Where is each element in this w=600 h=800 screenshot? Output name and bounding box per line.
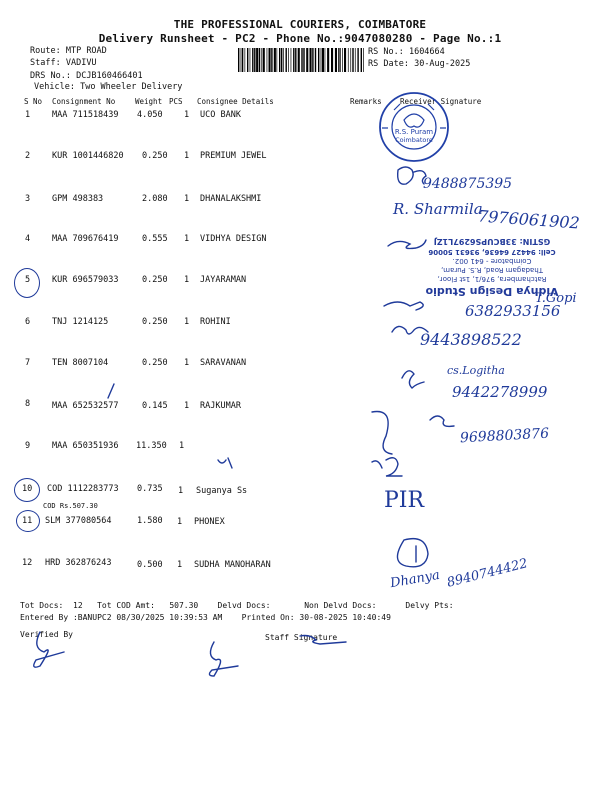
handwritten-phone-2: 7976061902	[477, 206, 581, 233]
handwritten-phone-1: 9488875395	[423, 176, 513, 192]
signature-row-6	[384, 302, 423, 310]
col-pcs: PCS	[169, 97, 183, 106]
row-consignee: ROHINI	[200, 317, 231, 327]
non-delvd-docs-label: Non Delvd Docs:	[304, 601, 377, 610]
row-pcs: 1	[184, 275, 190, 285]
row-sno: 9	[25, 441, 31, 451]
signature-row-8b	[430, 416, 454, 426]
row-consignee: UCO BANK	[200, 110, 241, 120]
row-pcs: 1	[184, 358, 190, 368]
row-weight: 2.080	[142, 194, 168, 204]
drs-value: DCJB160466401	[76, 71, 143, 81]
row-pcs: 1	[179, 441, 185, 451]
footer-totals-line: Tot Docs: 12 Tot COD Amt: 507.30 Delvd Docs: Non Delvd Docs: Delvy Pts:	[20, 601, 454, 610]
handwritten-phone-4: 9443898522	[420, 330, 522, 349]
tot-docs-value: 12	[73, 601, 83, 610]
vehicle-value: Two Wheeler Delivery	[80, 82, 183, 92]
row-weight: 0.500	[137, 560, 163, 570]
row-sno: 5	[25, 275, 31, 285]
handwritten-phone-7: 8940744422	[445, 556, 530, 591]
row-pcs: 1	[184, 151, 190, 161]
signature-row-9	[372, 458, 402, 476]
studio-line4: Cell: 94427 64636, 93631 50006	[428, 248, 556, 256]
vehicle-line: Vehicle: Two Wheeler Delivery	[34, 82, 183, 92]
row-pcs: 1	[184, 317, 190, 327]
delvy-pts-label: Delvy Pts:	[405, 601, 454, 610]
signature-row-6b	[392, 326, 428, 334]
row-pcs: 1	[177, 560, 183, 570]
rs-no-value: 1604664	[408, 47, 445, 57]
row-sno: 3	[25, 194, 31, 204]
handwritten-phone-3: 6382933156	[465, 302, 561, 320]
verified-by-label: Verified By	[20, 630, 73, 639]
row-sno: 10	[22, 484, 33, 494]
row-consignee: RAJKUMAR	[200, 401, 241, 411]
row-pcs: 1	[184, 234, 190, 244]
handwritten-name-4: Dhanya	[389, 567, 441, 592]
row-weight: 0.145	[142, 401, 168, 411]
rs-date-line: RS Date: 30-Aug-2025	[368, 59, 471, 69]
handwritten-phone-5: 9442278999	[452, 383, 548, 401]
row-consignment: HRD 362876243	[45, 558, 112, 568]
row-consignment: MAA 650351936	[52, 441, 119, 451]
runsheet-subtitle: Delivery Runsheet - PC2 - Phone No.:9047080280 - Page No.:1	[98, 32, 502, 45]
studio-gstin: GSTIN: 33BCUPS6297L1ZJ	[433, 237, 551, 246]
signature-row-7	[402, 371, 424, 388]
signature-row-8	[372, 412, 392, 455]
row-consignee: VIDHYA DESIGN	[200, 234, 267, 244]
row-weight: 0.735	[137, 484, 163, 494]
row-weight: 0.250	[142, 358, 168, 368]
row-consignment: TNJ 1214125	[52, 317, 109, 327]
row-consignment: MAA 711518439	[52, 110, 119, 120]
verified-by-signature	[34, 632, 64, 667]
handwritten-name-1: R. Sharmila	[393, 200, 483, 218]
staff-signature-scribble	[209, 642, 238, 676]
row-consignee: JAYARAMAN	[200, 275, 247, 285]
handwritten-name-3: cs.Logitha	[447, 364, 505, 377]
footer-entered-line: Entered By :BANUPC2 08/30/2025 10:39:53 AM Printed On: 30-08-2025 10:40:49	[20, 613, 391, 622]
studio-line1: Ratchambera, 976/1, 1st Floor,	[437, 275, 547, 283]
row-pcs: 1	[184, 110, 190, 120]
col-receiver-signature: Receiver Signature	[400, 97, 482, 106]
row-consignment: KUR 1001446820	[52, 151, 124, 161]
row-sno: 12	[22, 558, 33, 568]
handwritten-pir: PIR	[384, 488, 425, 513]
row-consignment: COD 1112283773	[47, 484, 119, 494]
row-consignment: SLM 377080564	[45, 516, 112, 526]
row-sno: 7	[25, 358, 31, 368]
row-consignee: SARAVANAN	[200, 358, 247, 368]
row-sno: 8	[25, 399, 31, 409]
staff-value: VADIVU	[65, 58, 97, 68]
row-weight: 0.250	[142, 317, 168, 327]
cod-note: COD Rs.507.30	[43, 502, 98, 510]
col-weight: Weight	[135, 97, 163, 106]
handwritten-phone-6: 9698803876	[459, 425, 550, 447]
row-weight: 4.050	[137, 110, 163, 120]
drs-line: DRS No.: DCJB160466401	[30, 71, 143, 81]
row-consignment: MAA 709676419	[52, 234, 119, 244]
row-consignment: KUR 696579033	[52, 275, 119, 285]
route-value: MTP ROAD	[65, 46, 107, 56]
row-pcs: 1	[184, 194, 190, 204]
signature-row-9-mark	[218, 458, 232, 468]
row-consignee: PREMIUM JEWEL	[200, 151, 267, 161]
row-consignee: Suganya Ss	[196, 486, 248, 496]
row-weight: 0.555	[142, 234, 168, 244]
row-sno: 2	[25, 151, 31, 161]
col-consignment: Consignment No	[52, 97, 116, 106]
studio-line2: Thadagam Road, R.S. Puram,	[441, 266, 544, 274]
row-weight: 0.250	[142, 275, 168, 285]
col-remarks: Remarks	[350, 97, 382, 106]
entered-by-value: BANUPC2 08/30/2025 10:39:53 AM	[77, 613, 223, 622]
row-consignee: PHONEX	[194, 517, 225, 527]
row-pcs: 1	[178, 486, 184, 496]
rs-no-line: RS No.: 1604664	[368, 47, 445, 57]
row-consignee: SUDHA MANOHARAN	[194, 560, 271, 570]
row-pcs: 1	[177, 517, 183, 527]
signature-row-4	[388, 240, 426, 249]
stamp-top-text: R.S. Puram	[394, 128, 434, 136]
row-consignment: GPM 498383	[52, 194, 104, 204]
row-consignment: MAA 652532577	[52, 401, 119, 411]
delvd-docs-label: Delvd Docs:	[217, 601, 271, 610]
staff-signature-line	[300, 636, 346, 645]
staff-signature-label: Staff Signature	[265, 633, 338, 642]
signature-row-1	[398, 167, 426, 184]
row-sno: 6	[25, 317, 31, 327]
handwritten-name-2: T.Gopi	[535, 291, 577, 306]
row-weight: 1.580	[137, 516, 163, 526]
row-pcs: 1	[184, 401, 190, 411]
row-weight: 11.350	[136, 441, 167, 451]
row-8-tick-mark	[108, 384, 114, 398]
row-sno: 4	[25, 234, 31, 244]
row-consignment: TEN 8007104	[52, 358, 109, 368]
rs-date-value: 30-Aug-2025	[414, 59, 471, 69]
tot-cod-value: 507.30	[169, 601, 199, 610]
studio-line3: Coimbatore - 641 002.	[452, 257, 532, 265]
company-title: THE PROFESSIONAL COURIERS, COIMBATORE	[173, 18, 427, 31]
col-sno: S No	[24, 97, 43, 106]
staff-line: Staff: VADIVU	[30, 58, 97, 68]
row-consignee: DHANALAKSHMI	[200, 194, 262, 204]
row-sno: 1	[25, 110, 31, 120]
row-sno: 11	[22, 516, 33, 526]
row-weight: 0.250	[142, 151, 168, 161]
col-consignee: Consignee Details	[197, 97, 274, 106]
signature-row-12	[397, 539, 428, 567]
printed-on-value: 30-08-2025 10:40:49	[299, 613, 391, 622]
stamp-bottom-text: Coimbatore	[395, 136, 433, 144]
route-line: Route: MTP ROAD	[30, 46, 107, 56]
studio-name: Vidhya Design Studio	[425, 285, 559, 298]
